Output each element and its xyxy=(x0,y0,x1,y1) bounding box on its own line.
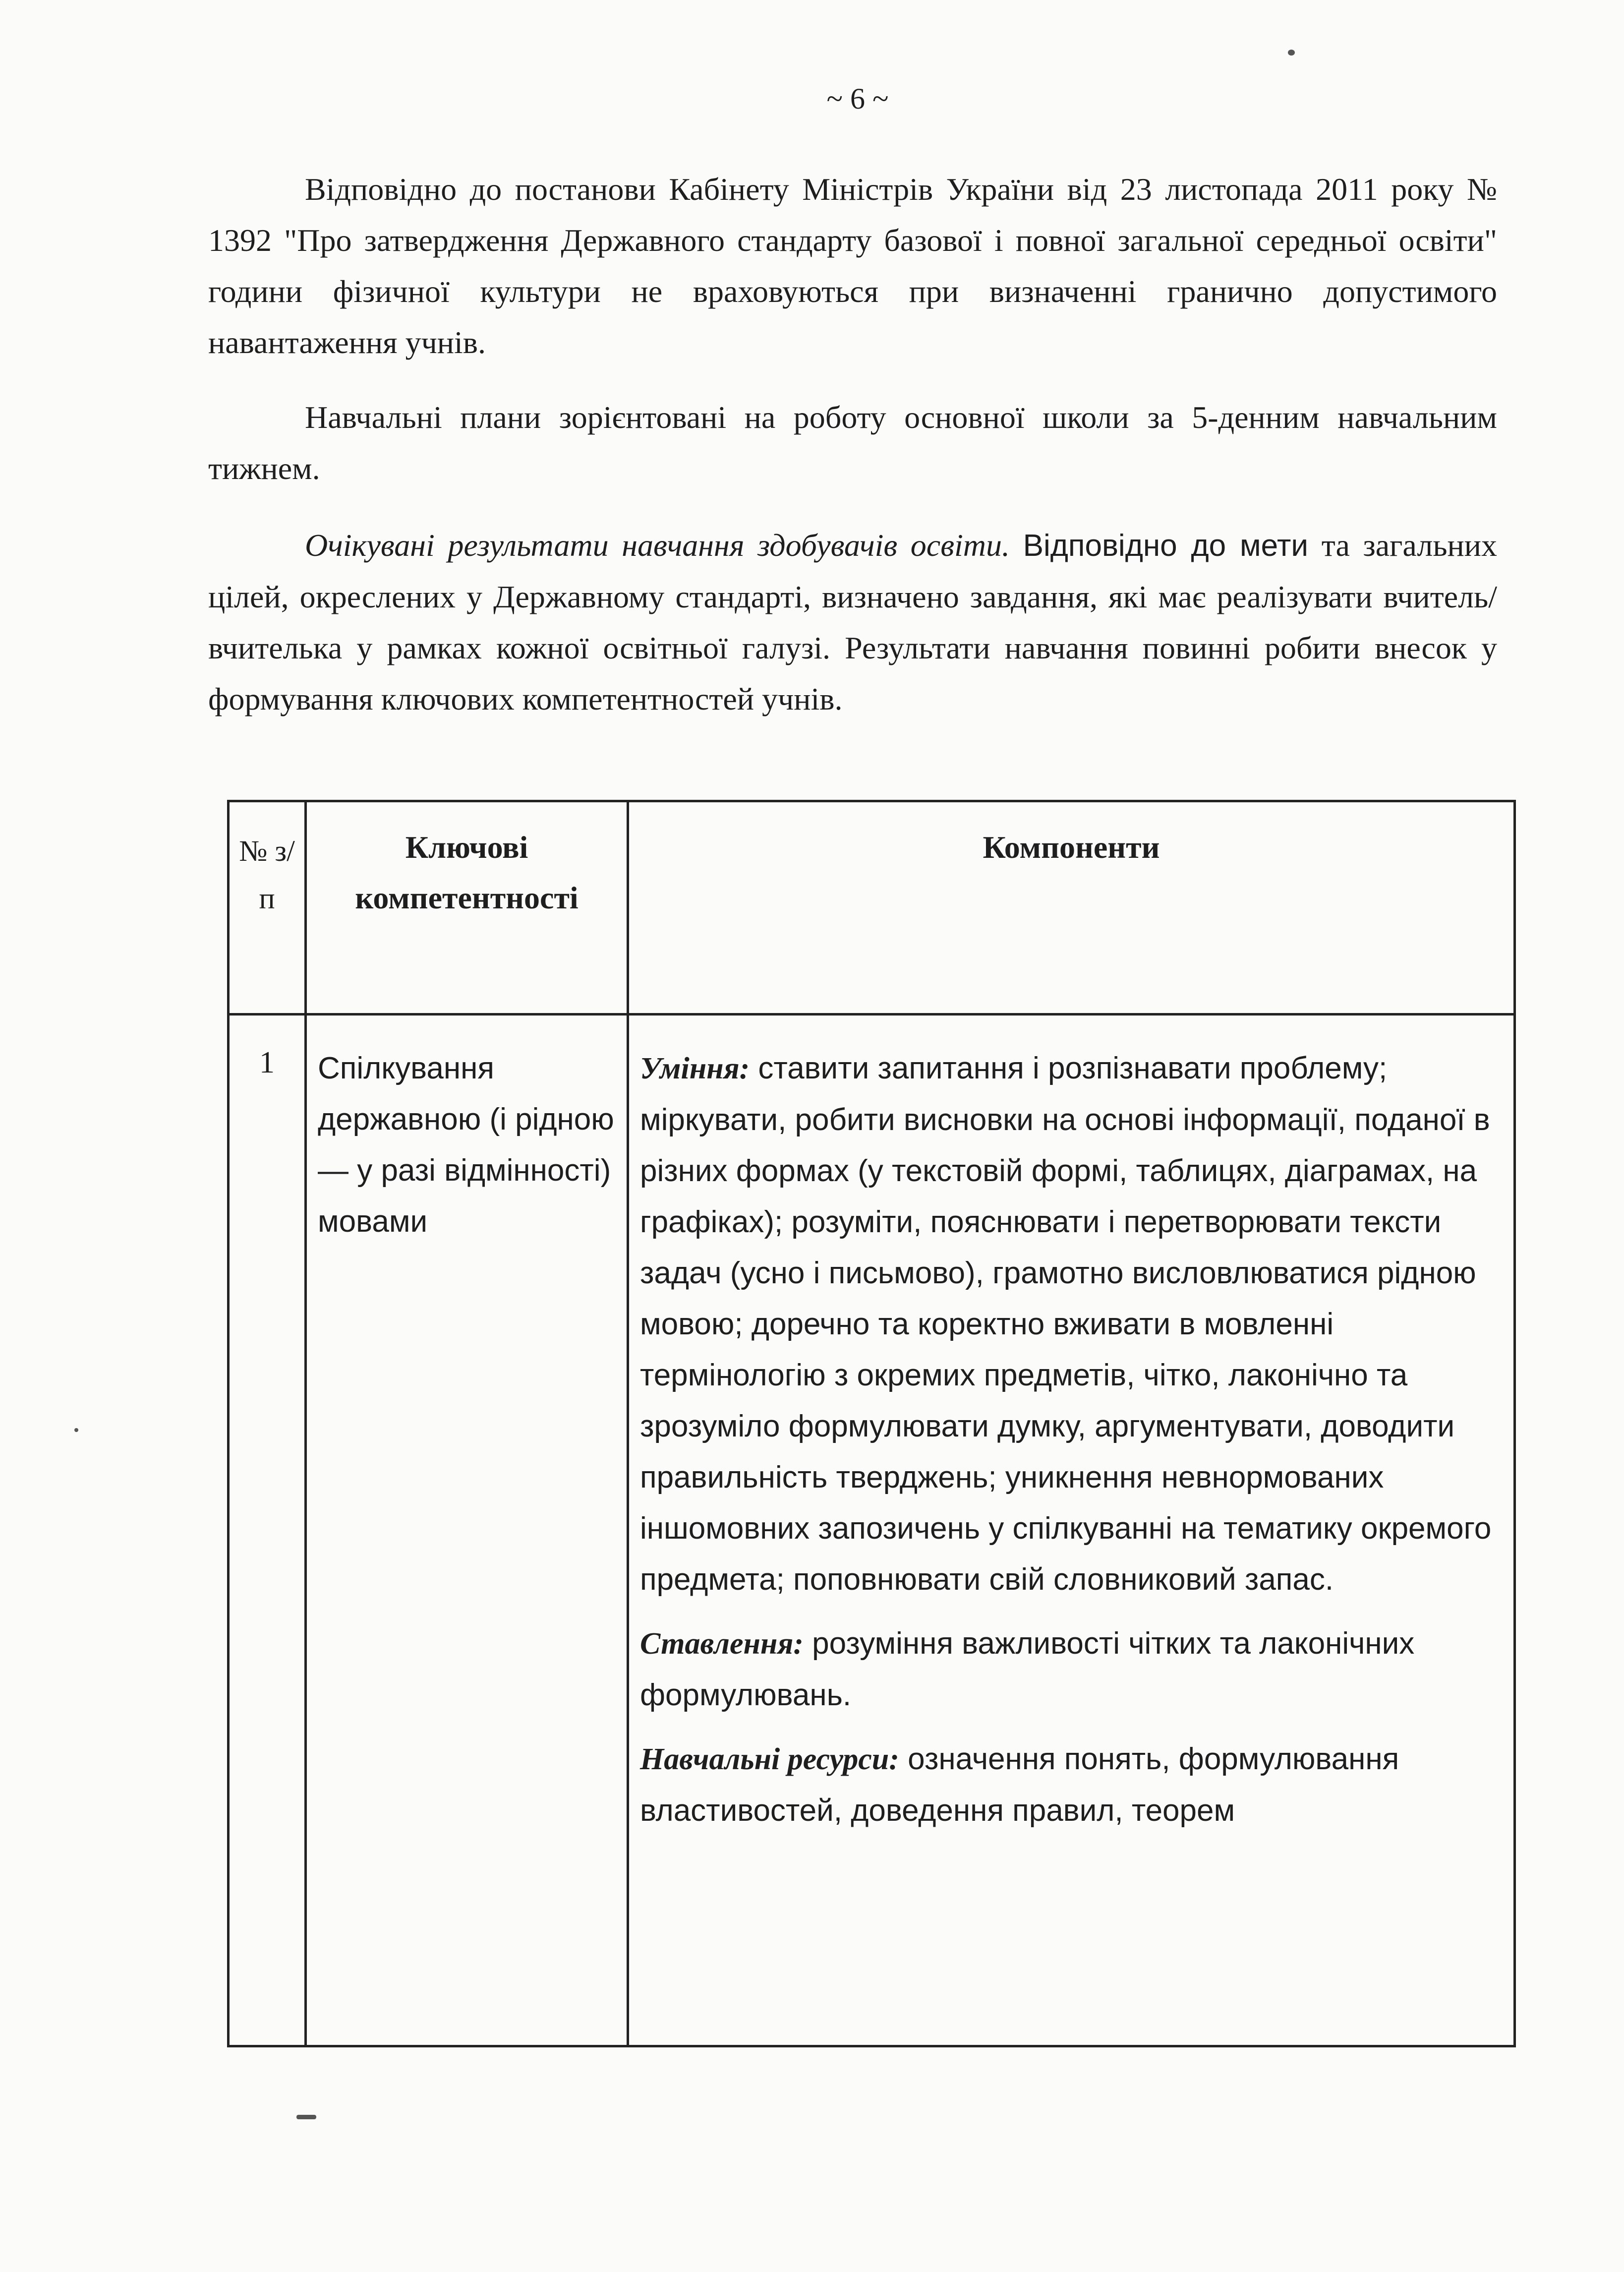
skills-label: Уміння: xyxy=(640,1052,750,1085)
skills-block xyxy=(640,1043,1504,1605)
table-row xyxy=(229,1015,1515,2046)
resources-label: Навчальні ресурси: xyxy=(640,1742,899,1776)
row-number: 1 xyxy=(229,1015,306,2046)
skills-text: ставити запитання і розпізнавати проблему; міркувати, робити висновки на основі інформації, поданої в різних формах (у текстовій формі, таблицях, діаграмах, на графіках); розуміти, пояснювати і перетворювати тексти задач (усно і письмово), грамотно висловлюватися рідною мовою; доречно та коректно вживати в мовленні термінологію з окремих предметів, чітко, лаконічно та зрозуміло формулювати думку, аргументувати, доводити правильність тверджень; уникнення невнормованих іншомовних запозичень у спілкуванні на тематику окремого предмета; поповнювати свій словниковий запас. xyxy=(640,1051,1492,1597)
table-header-row xyxy=(229,801,1515,1015)
paragraph-text: Відповідно до постанови Кабінету Міністрів України від 23 листопада 2011 року № 1392 "Про затвердження Державного стандарту базової і повної загальної середньої освіти" години фізичної культури не враховуються при визначенні гранично допустимого навантаження учнів. xyxy=(208,172,1497,360)
attitude-text: розуміння важливості чітких та лаконічних формулювань. xyxy=(640,1626,1415,1712)
expected-results-heading: Очікувані результати навчання здобувачів освіти. xyxy=(305,528,1010,563)
scan-speck xyxy=(74,1428,78,1432)
competences-table xyxy=(227,800,1516,2047)
paragraph-text: Навчальні плани зорієнтовані на роботу основної школи за 5-денним навчальним тижнем. xyxy=(208,400,1497,486)
row-competence: Спілкування державною (і рідною — у разі відмінності) мовами xyxy=(306,1015,628,2046)
resources-text: означення понять, формулювання властивостей, доведення правил, теорем xyxy=(640,1742,1399,1828)
attitude-block xyxy=(640,1618,1504,1721)
header-number: № з/ п xyxy=(229,801,306,1015)
header-competence: Ключові компетентності xyxy=(306,801,628,1015)
scan-speck xyxy=(1288,50,1295,56)
scan-speck xyxy=(296,2115,316,2119)
row-components xyxy=(628,1015,1515,2046)
paragraph-text: та загальних цілей, окреслених у Державному стандарті, визначено завдання, які має реалізувати вчитель/вчителька у рамках кожної освітньої галузі. Результати навчання повинні робити внесок у формування ключових компетентностей учнів. xyxy=(208,528,1498,717)
page-number: ~ 6 ~ xyxy=(826,82,889,115)
resources-block xyxy=(640,1734,1504,1836)
attitude-label: Ставлення: xyxy=(640,1627,804,1661)
paragraph-study-plans xyxy=(208,392,1497,494)
paragraph-expected-results xyxy=(208,520,1497,724)
header-components: Компоненти xyxy=(628,801,1515,1015)
paragraph-text-sans: Відповідно до мети xyxy=(1023,529,1309,563)
paragraph-hours-regulation xyxy=(208,164,1497,368)
